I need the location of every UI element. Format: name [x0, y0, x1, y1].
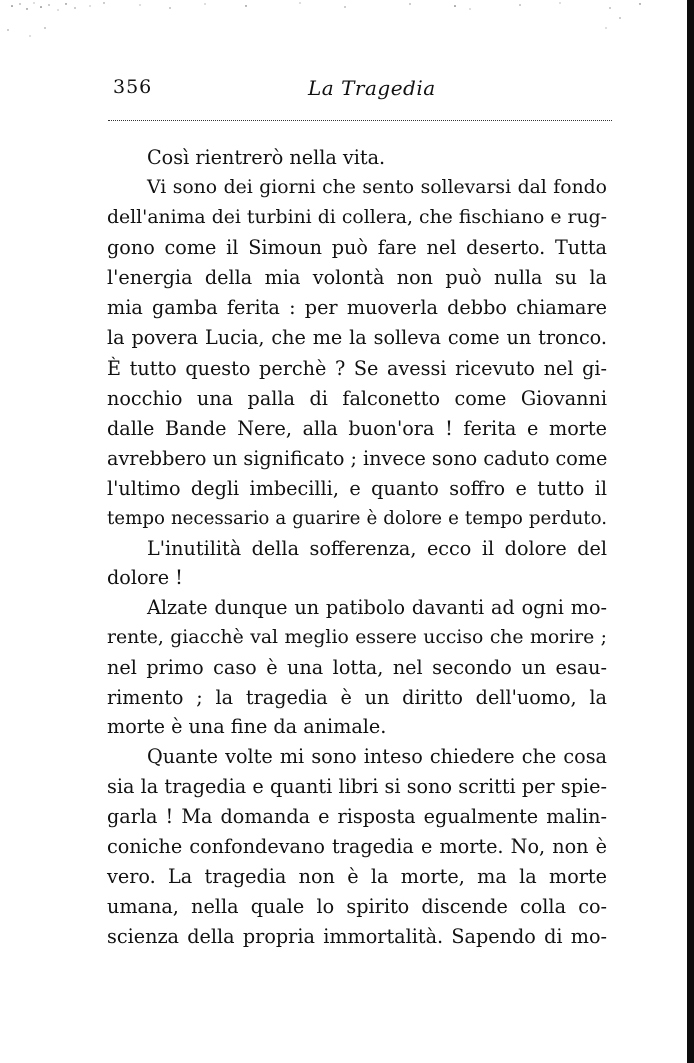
scan-noise [0, 0, 690, 40]
text-line: Quante volte mi sono inteso chiedere che cosa [147, 745, 607, 768]
running-title: La Tragedia [308, 76, 436, 100]
text-line: morte è una fine da animale. [107, 715, 387, 738]
header-rule [108, 120, 612, 121]
text-line: mia gamba ferita : per muoverla debbo chiamare [107, 296, 607, 319]
text-line: la povera Lucia, che me la solleva come un tronco. [107, 326, 607, 349]
page-number: 356 [113, 76, 153, 98]
text-line: dell'anima dei turbini di collera, che fischiano e rug- [107, 207, 607, 228]
text-line: coniche confondevano tragedia e morte. No, non è [107, 835, 607, 858]
text-line: Così rientrerò nella vita. [147, 146, 386, 169]
text-line: tempo necessario a guarire è dolore e tempo perduto. [107, 508, 607, 529]
text-line: avrebbero un significato ; invece sono caduto come [107, 447, 608, 470]
text-line: vero. La tragedia non è la morte, ma la morte [107, 865, 607, 888]
text-line: Vi sono dei giorni che sento sollevarsi dal fondo [147, 177, 607, 198]
text-line: dalle Bande Nere, alla buon'ora ! ferita e morte [107, 417, 607, 440]
text-line: gono come il Simoun può fare nel deserto. Tutta [107, 236, 607, 259]
text-line: nel primo caso è una lotta, nel secondo un esau- [107, 656, 607, 679]
text-line: È tutto questo perchè ? Se avessi ricevuto nel gi- [107, 357, 607, 380]
text-line: scienza della propria immortalità. Sapendo di mo- [107, 925, 607, 948]
text-line: Alzate dunque un patibolo davanti ad ogni mo- [147, 596, 607, 619]
text-line: garla ! Ma domanda e risposta egualmente malin- [107, 805, 607, 828]
text-line: rente, giacchè val meglio essere ucciso che morire ; [107, 627, 607, 648]
text-line: l'energia della mia volontà non può nulla su la [107, 266, 607, 289]
scan-border [687, 0, 694, 1063]
text-line: dolore ! [107, 566, 183, 589]
text-line: umana, nella quale lo spirito discende colla co- [107, 895, 607, 918]
text-line: nocchio una palla di falconetto come Giovanni [107, 387, 607, 410]
text-line: L'inutilità della sofferenza, ecco il dolore del [147, 537, 607, 560]
text-line: sia la tragedia e quanti libri si sono scritti per spie- [107, 775, 607, 798]
text-line: l'ultimo degli imbecilli, e quanto soffro e tutto il [107, 477, 607, 500]
text-line: rimento ; la tragedia è un diritto dell'uomo, la [107, 686, 607, 709]
